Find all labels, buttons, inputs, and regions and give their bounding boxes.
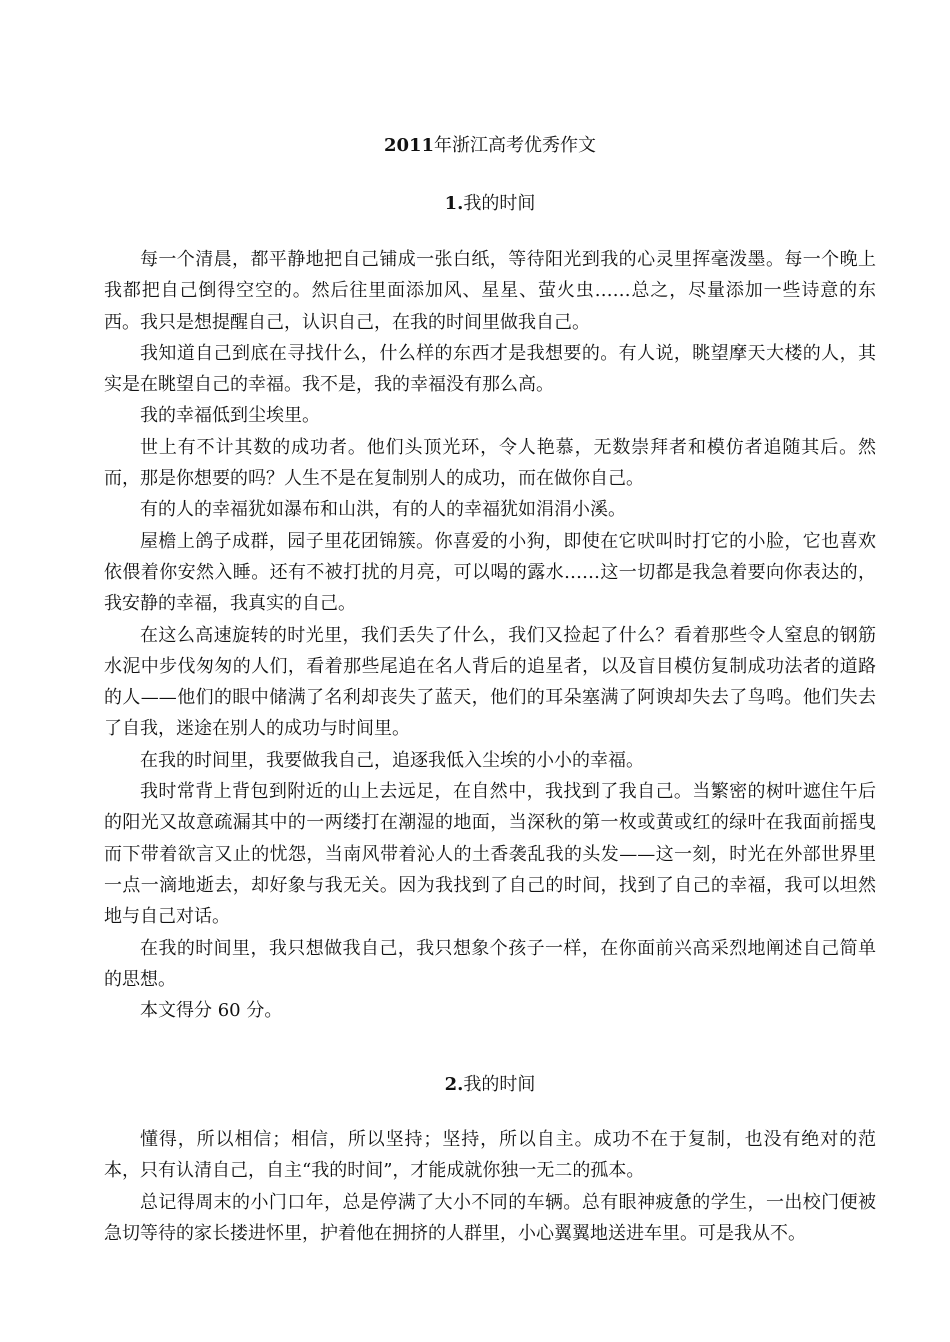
essay-2-paragraph: 懂得，所以相信；相信，所以坚持；坚持，所以自主。成功不在于复制，也没有绝对的范本，只有认清自己，自主“我的时间”，才能成就你独一无二的孤本。 [104, 1129, 876, 1182]
essay-2-title: 我的时间 [463, 1074, 536, 1095]
document-title [104, 133, 876, 159]
essay-1-paragraph: 有的人的幸福犹如瀑布和山洪，有的人的幸福犹如涓涓小溪。 [140, 499, 626, 521]
essay-1-body [104, 244, 876, 1026]
essay-1-paragraph: 屋檐上鸽子成群，园子里花团锦簇。你喜爱的小狗，即使在它吠叫时打它的小脸，它也喜欢依偎着你安然入睡。还有不被打扰的月亮，可以喝的露水……这一切都是我急着要向你表达的，我安静的幸福，我真实的自己。 [104, 530, 876, 615]
essay-1-paragraph: 我时常背上背包到附近的山上去远足，在自然中，我找到了我自己。当繁密的树叶遮住午后的阳光又故意疏漏其中的一两缕打在潮湿的地面，当深秋的第一枚或黄或红的绿叶在我面前摇曳而下带着欲言又止的忧怨，当南风带着沁人的土香袭乱我的头发——这一刻，时光在外部世界里一点一滴地逝去，却好象与我无关。因为我找到了自己的时间，找到了自己的幸福，我可以坦然地与自己对话。 [104, 781, 876, 928]
essay-2-number: 2. [444, 1074, 464, 1095]
essay-2-body [104, 1124, 876, 1249]
essay-1-paragraph: 我知道自己到底在寻找什么，什么样的东西才是我想要的。有人说，眺望摩天大楼的人，其实是在眺望自己的幸福。我不是，我的幸福没有那么高。 [104, 342, 876, 396]
essay-1-paragraph: 每一个清晨，都平静地把自己铺成一张白纸，等待阳光到我的心灵里挥毫泼墨。每一个晚上我都把自己倒得空空的。然后往里面添加风、星星、萤火虫……总之，尽量添加一些诗意的东西。我只是想提醒自己，认识自己，在我的时间里做我自己。 [104, 249, 876, 333]
title-year: 2011 [383, 135, 435, 156]
essay-1-heading [104, 191, 876, 217]
essay-2-paragraph: 总记得周末的小门口年，总是停满了大小不同的车辆。总有眼神疲惫的学生，一出校门便被急切等待的家长搂进怀里，护着他在拥挤的人群里，小心翼翼地送进车里。可是我从不。 [104, 1191, 876, 1244]
essay-2-heading [104, 1072, 876, 1098]
essay-1-paragraph: 在这么高速旋转的时光里，我们丢失了什么，我们又捡起了什么？看着那些令人窒息的钢筋水泥中步伐匆匆的人们，看着那些尾追在名人背后的追星者，以及盲目模仿复制成功法者的道路的人——他们的眼中储满了名利却丧失了蓝天，他们的耳朵塞满了阿谀却失去了鸟鸣。他们失去了自我，迷途在别人的成功与时间里。 [104, 624, 876, 740]
essay-1-number: 1. [444, 193, 464, 214]
title-text: 年浙江高考优秀作文 [434, 135, 597, 156]
essay-1-paragraph: 世上有不计其数的成功者。他们头顶光环，令人艳慕，无数崇拜者和模仿者追随其后。然而，那是你想要的吗？人生不是在复制别人的成功，而在做你自己。 [104, 436, 876, 490]
essay-1-paragraph: 我的幸福低到尘埃里。 [140, 405, 320, 427]
essay-1-paragraph: 在我的时间里，我只想做我自己，我只想象个孩子一样，在你面前兴高采烈地阐述自己简单的思想。 [104, 937, 876, 990]
essay-1-title: 我的时间 [463, 193, 536, 214]
essay-1-score: 本文得分 60 分。 [140, 1000, 283, 1022]
essay-1-paragraph: 在我的时间里，我要做我自己，追逐我低入尘埃的小小的幸福。 [140, 749, 644, 771]
